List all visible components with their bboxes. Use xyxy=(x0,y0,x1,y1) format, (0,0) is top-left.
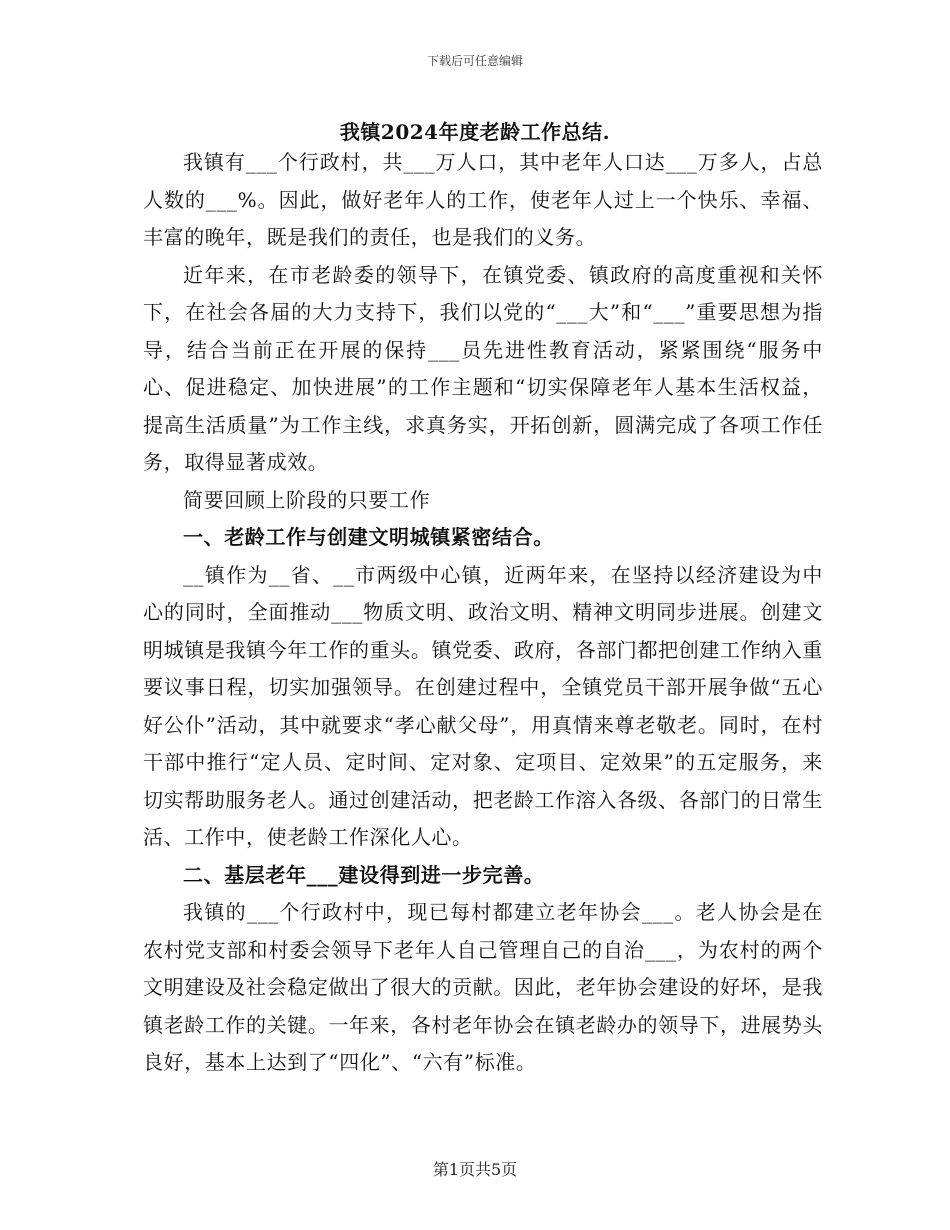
document-title: 我镇2024年度老龄工作总结. xyxy=(339,120,611,144)
page-footer: 第1页共5页 xyxy=(432,1160,518,1179)
document-body xyxy=(143,144,823,1082)
paragraph-section-1: __镇作为__省、__市两级中心镇，近两年来，在坚持以经济建设为中心的同时，全面推动___物质文明、政治文明、精神文明同步进展。创建文明城镇是我镇今年工作的重头。镇党委、政府，各部门都把创建工作纳入重要议事日程，切实加强领导。在创建过程中，全镇党员干部开展争做“五心好公仆”活动，其中就要求“孝心献父母”，用真情来尊老敬老。同时，在村干部中推行“定人员、定时间、定对象、定项目、定效果”的五定服务，来切实帮助服务老人。通过创建活动，把老龄工作溶入各级、各部门的日常生活、工作中，使老龄工作深化人心。 xyxy=(143,562,823,849)
paragraph-review-lead: 简要回顾上阶段的只要工作 xyxy=(183,487,431,512)
paragraph-section-2: 我镇的___个行政村中，现已每村都建立老年协会___。老人协会是在农村党支部和村委会领导下老年人自己管理自己的自治___，为农村的两个文明建设及社会稳定做出了很大的贡献。因此，老年协会建设的好坏，是我镇老龄工作的关键。一年来，各村老年协会在镇老龄办的领导下，进展势头良好，基本上达到了“四化”、“六有”标准。 xyxy=(143,900,823,1074)
paragraph-intro: 我镇有___个行政村，共___万人口，其中老年人口达___万多人，占总人数的___%。因此，做好老年人的工作，使老年人过上一个快乐、幸福、丰富的晚年，既是我们的责任，也是我们的义务。 xyxy=(143,150,823,249)
page-header: 下载后可任意编辑 xyxy=(426,54,523,68)
section-heading-2: 二、基层老年___建设得到进一步完善。 xyxy=(183,862,545,887)
paragraph-overview: 近年来，在市老龄委的领导下，在镇党委、镇政府的高度重视和关怀下，在社会各届的大力支持下，我们以党的“___大”和“___”重要思想为指导，结合当前正在开展的保持___员先进性教育活动，紧紧围绕“服务中心、促进稳定、加快进展”的工作主题和“切实保障老年人基本生活权益，提高生活质量”为工作主线，求真务实，开拓创新，圆满完成了各项工作任务，取得显著成效。 xyxy=(143,262,823,474)
section-heading-1: 一、老龄工作与创建文明城镇紧密结合。 xyxy=(183,525,554,549)
